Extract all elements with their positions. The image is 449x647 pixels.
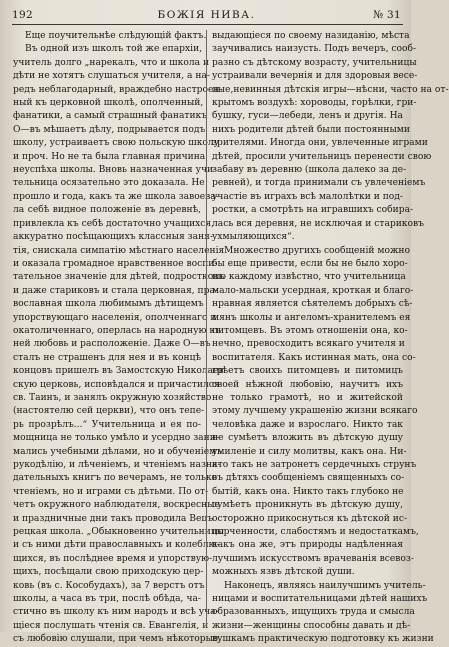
text-line: ковь (въ с. Кособудахъ), за 7 верстъ отъ [13,580,205,591]
text-line: ней любовь и расположеніе. Даже О—въ [13,339,211,350]
text-line: Множество другихъ сообщеній можно [224,245,410,256]
text-line: нечно, превосходитъ всякаго учителя и [212,339,405,350]
text-line: окатоличеннаго, оперлась на народную къ [13,325,221,336]
text-line: устраивали вечернія и для здоровыя весе- [212,71,418,82]
text-line: и праздничные дни такъ проводила Вецъ [13,513,214,524]
text-line: сумѣетъ проникнуть въ дѣтскую душу, [212,500,403,511]
text-line: мало-мальски усердная, кроткая и благо- [212,285,414,296]
text-line: кто такъ не затронетъ сердечныхъ струнъ [212,460,417,470]
text-line: образованныхъ, ищущихъ труда и смысла [212,607,415,618]
text-line: зрителями. Иногда они, увлеченные играми [212,138,428,149]
text-line: фанатики, а самый страшный фанатикъ [13,111,208,122]
text-line: мались учебными дѣлами, но и обученіемъ [13,446,223,457]
text-line: бушку, гуси—лебеди, ленъ и другія. На [212,111,403,122]
text-line: осторожно прикоснуться къ дѣтской ис- [212,513,408,524]
text-line: аккуратно посѣщающихъ классныя заня- [13,232,213,243]
text-line: учитель долго „нарекалъ, что и школа и [13,57,210,68]
journal-title: БОЖІЯ НИВА. [157,9,256,21]
text-line: ревней), и тогда принимали съ увлеченіемъ [212,178,426,189]
text-line: ростки, а смотрѣть на игравшихъ собира- [212,205,414,216]
text-line: бы еще привести, если бы не было хоро- [212,258,408,269]
header-rule [12,24,403,25]
text-line: ный къ церковной школѣ, ополченный, [13,98,204,109]
text-line: лые,невинныя дѣтскія игры—нѣсни, часто на от- [212,84,449,95]
text-line: воспитателя. Какъ истинная мать, она со- [212,352,416,363]
text-line: редъ неблагодарный, враждебно настроен- [13,84,223,95]
text-line: школу, устраиваетъ свою польскую школу [13,138,220,149]
text-line: жизни—женщины способны давать и дѣ- [212,620,411,631]
column-divider [206,30,207,626]
text-line: мощница не только умѣло и усердно зани- [13,433,219,444]
text-line: и даже стариковъ и стала церковная, пра- [13,285,218,296]
text-line: дѣтей, просили учительницъ перенести свою [212,151,432,162]
right-column [212,30,449,647]
text-line: четъ окружного наблюдателя, воскресные [13,500,220,511]
text-line: тія, снискала симпатію мѣстнаго населенія [13,245,225,256]
text-line: въ дѣтяхъ сообщеніемъ священныхъ со- [212,473,405,484]
text-line: ницами и воспитательницами дѣтей нашихъ [212,594,428,605]
text-line: не сумѣетъ вложить въ дѣтскую душу [212,433,403,444]
text-line: порченности, слабостямъ и недостаткамъ, [212,527,419,538]
text-line: щихъ, посѣщали свою приходскую цер- [13,567,204,578]
text-line: ухмыляющихся“. [212,232,295,243]
text-line: лучшимъ искусствомъ врачеванія всевоз- [212,553,414,564]
text-line: дѣти не хотятъ слушаться учителя, а на- [13,71,210,82]
text-line: Еще поучительнѣе слѣдующій фактъ. [25,31,207,41]
text-line: не только грамотѣ, но и житейской [212,392,403,403]
text-line: вушкамъ практическую подготовку къ жизни [212,634,434,645]
text-line: вославная школа любимымъ дѣтищемъ [13,299,204,310]
text-line: рецкая школа. „Обыкновенно учительницы [13,527,224,538]
text-line: разно съ дѣтскому возрасту, учительницы [212,57,417,68]
text-line: ла себѣ видное положеніе въ деревнѣ, [13,205,201,216]
text-line: и проч. Но не та была главная причина [13,151,206,162]
text-line: можныхъ язвъ дѣтской души. [212,567,355,578]
text-line: грѣетъ своихъ питомцевъ и питомицъ [212,366,403,377]
text-line: щихся, въ послѣднее время и упорствую- [13,553,213,564]
text-line: концовъ пришелъ въ Замостскую Николаев- [13,366,227,377]
text-line: (настоятелю сей церкви), что онъ тепе- [13,406,205,417]
text-line: человѣка даже и взрослаго. Никто так [212,419,403,430]
text-line: забаву въ деревню (школа далеко за де- [212,165,407,176]
text-line: школы, а часа въ три, послѣ обѣда, ча- [13,594,201,605]
text-line: и оказала громадное нравственное воспи- [13,258,218,269]
text-line: мянъ школы и ангеломъ-хранителемъ ея [212,312,411,323]
text-line: бытій, какъ она. Никто такъ глубоко не [212,486,404,497]
text-line: участіе въ играхъ всѣ малолѣтки и под- [212,191,403,202]
text-line: тельница осязательно это доказала. Не [13,178,205,189]
text-line: стично въ школу къ ним народъ и всѣ уча- [13,607,219,618]
text-line: тательное значеніе для дѣтей, подростковъ [13,272,225,283]
text-line: рь прозрѣлъ...“ Учительница и ея по- [13,419,201,430]
text-line: лась вся деревня, не исключая и стариковъ [212,218,424,229]
text-line: св. Таинъ, и занялъ окружную хозяйство [13,392,212,403]
text-line: выдающіеся по своему назиданію, мѣста [212,31,410,41]
text-line: скую церковь, исповѣдался и причастился [13,379,220,390]
left-column [13,30,227,647]
text-line: Въ одной изъ школъ той же епархіи, [25,44,203,55]
text-line: Наконецъ, являясь наилучшимъ учитель- [224,580,426,591]
text-line: щіеся послушать чтенія св. Евангелія, и [13,620,209,631]
text-line: О—въ мѣшаетъ дѣлу, подрывается подъ [13,124,206,135]
text-line: заучивались наизусть. Подъ вечеръ, сооб- [212,44,417,55]
text-line: чтеніемъ, но и играми съ дѣтьми. По от- [13,486,209,497]
text-line: питомцевъ. Въ этомъ отношеніи она, ко- [212,325,408,336]
text-line: упорствующаго населенія, ополченнаго и [13,312,217,323]
text-line: какъ она же, этъ природы надѣленная [212,540,403,551]
text-line: неуспѣха школы. Вновь назначенная учи- [13,165,217,176]
issue-number: № 31 [373,9,401,21]
text-line: прошло и года, какъ та же школа завоева- [13,191,219,202]
text-line: нравная является сѣятелемъ добрыхъ сѣ- [212,299,413,310]
text-line: шо каждому извѣстно, что учительница [212,272,406,283]
text-line: привлекла къ себѣ достаточно учащихся, [13,218,215,229]
text-line: крытомъ воздухѣ: хороводы, горѣлки, гри- [212,98,417,109]
text-line: рукодѣлію, и лѣченіемъ, и чтеніемъ назна- [13,460,221,470]
text-line: нихъ родители дѣтей были постоянными [212,124,410,135]
text-line: своей нѣжной любовію, научитъ ихъ [212,379,403,390]
text-line: сталъ не страшенъ для нея и въ концѣ [13,352,201,363]
page-number: 192 [12,9,33,21]
text-line: этому лучшему украшенію жизни всякаго [212,406,418,417]
text-line: умиленіе и силу молитвы, какъ она. Ни- [212,446,407,457]
text-line: съ любовію слушали, при чемъ нѣкоторые, [13,634,222,645]
page-header [12,8,401,22]
text-line: дательныхъ книгъ по вечерамъ, не только [13,473,218,484]
text-line: и съ ними дѣти православныхъ и колеблю- [13,540,220,551]
